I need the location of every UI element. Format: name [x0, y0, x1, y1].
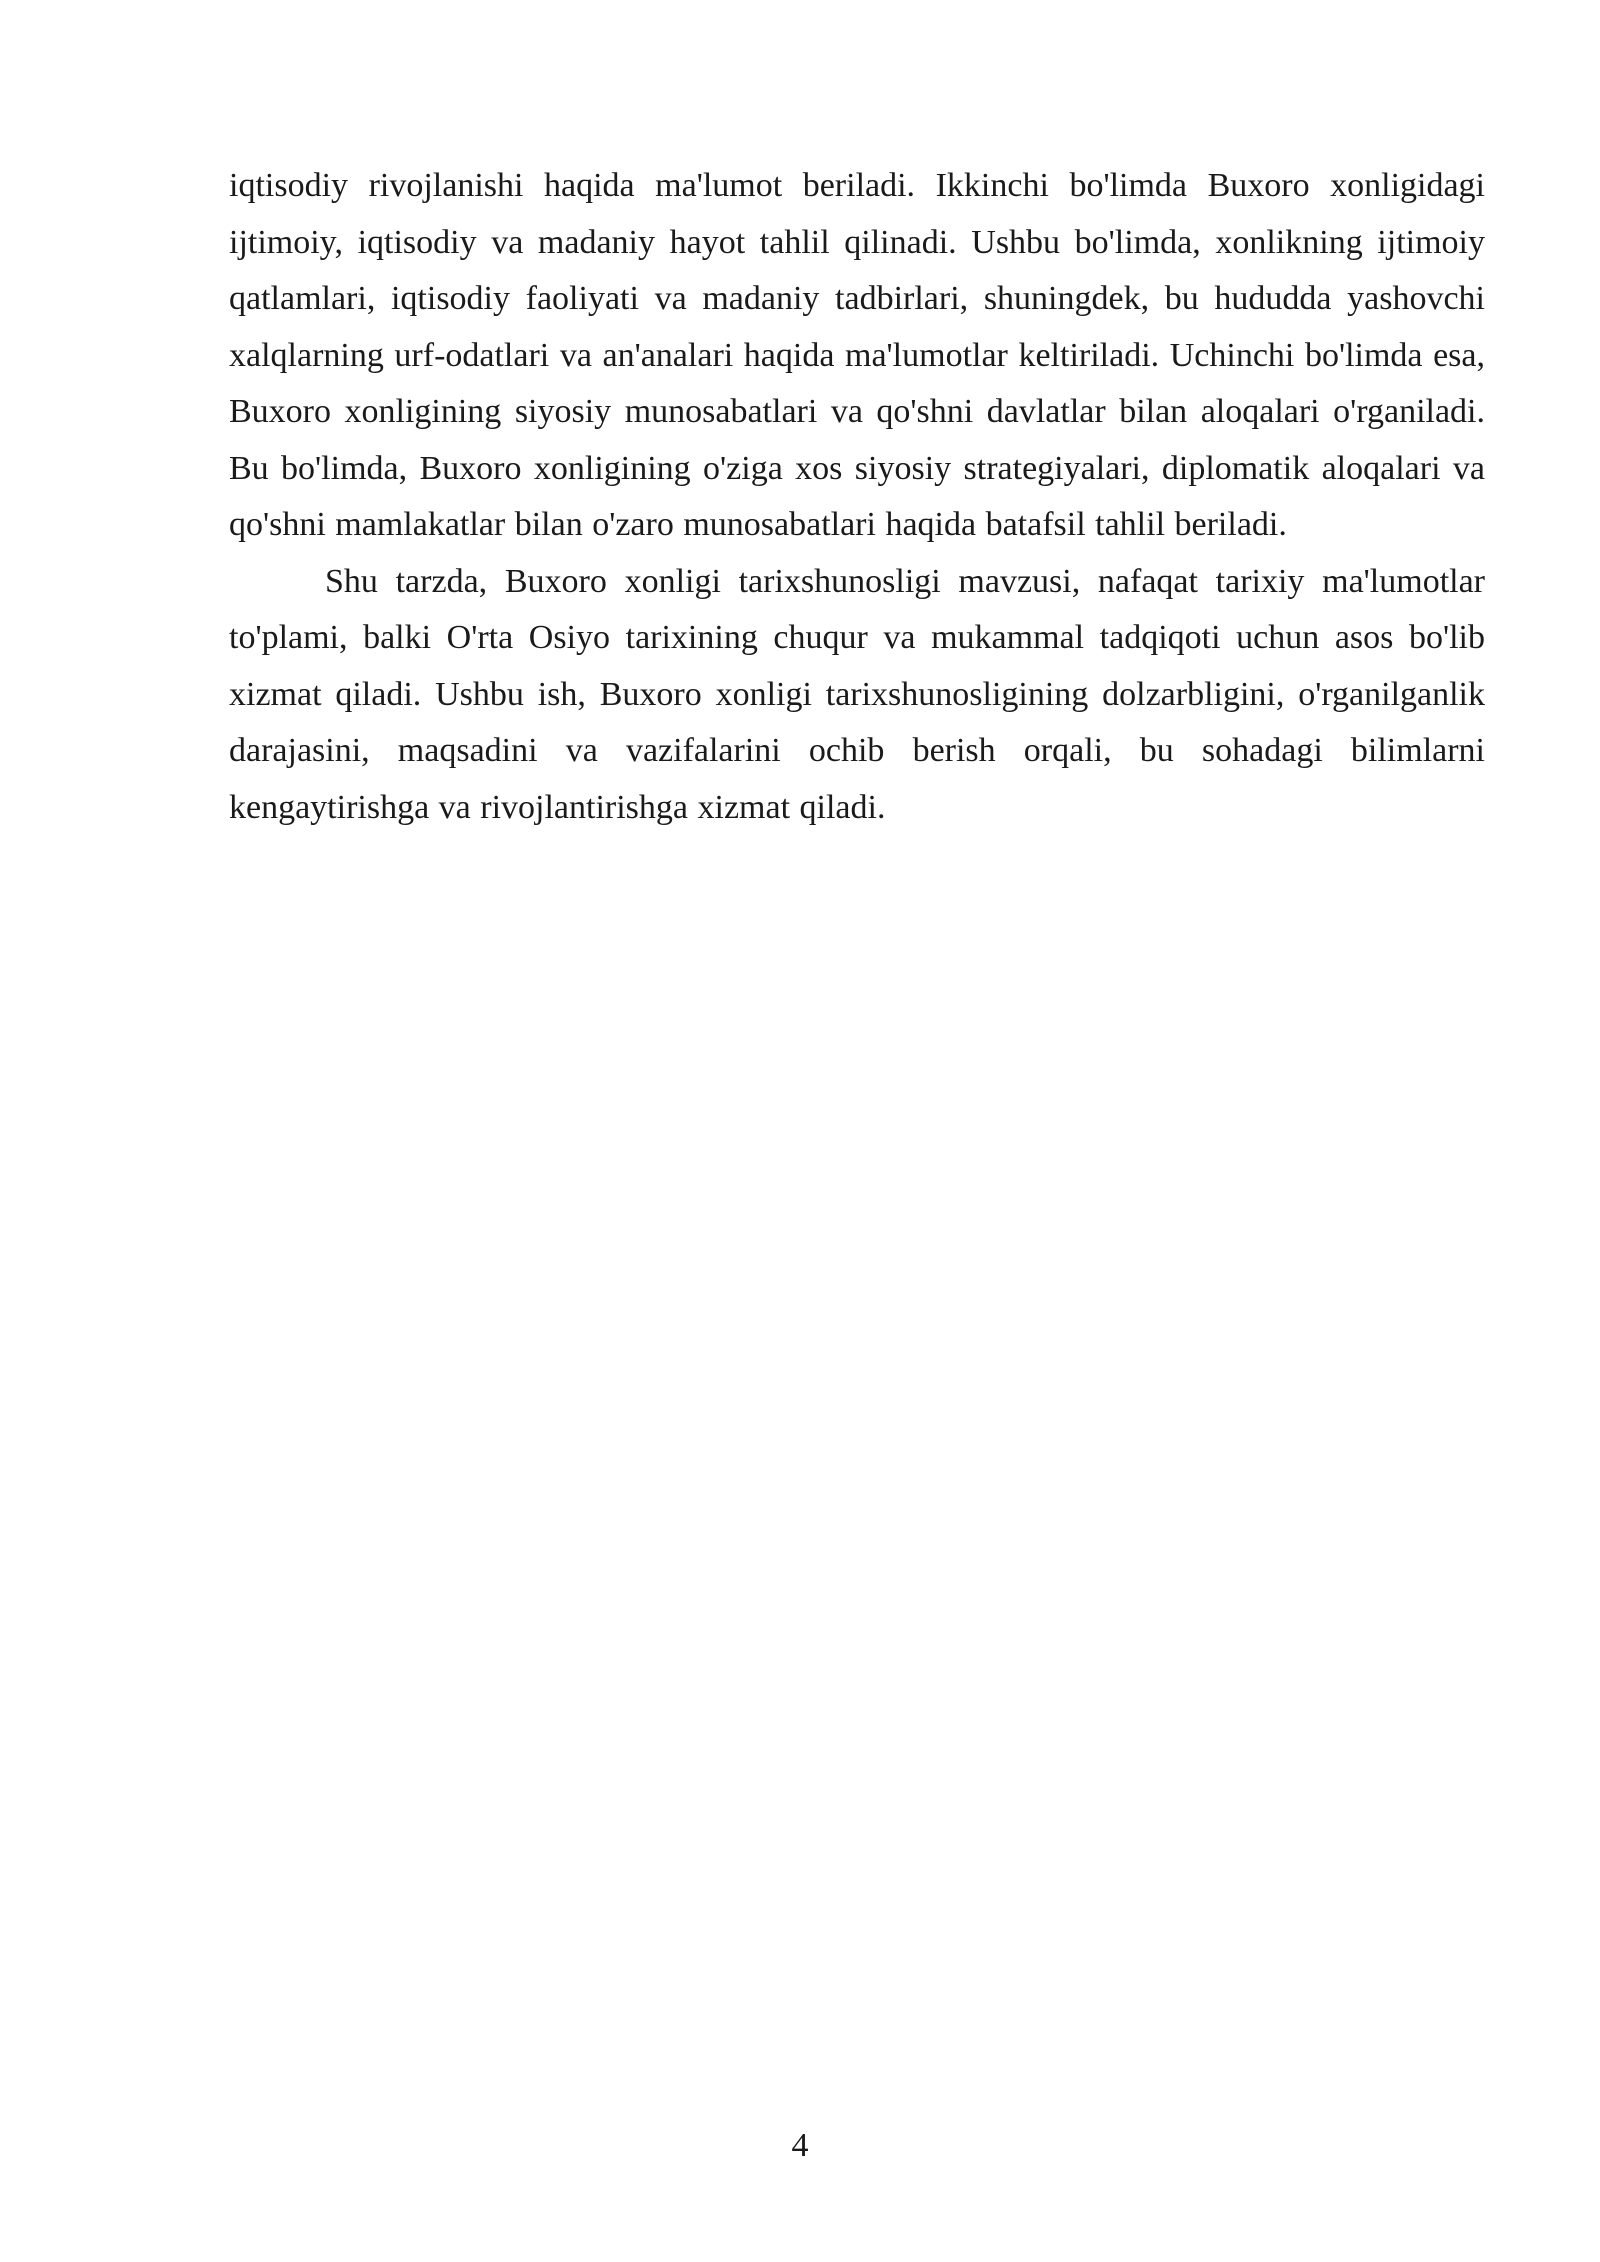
paragraph-continuation: iqtisodiy rivojlanishi haqida ma'lumot beriladi. Ikkinchi bo'limda Buxoro xonligidagi ijtimoiy, iqtisodiy va madaniy hayot tahlil qilinadi. Ushbu bo'limda, xonlikning ijtimoiy qatlamlari, iqtisodiy faoliyati va madaniy tadbirlari, shuningdek, bu hududda yashovchi xalqlarning urf-odatlari va an'analari haqida ma'lumotlar keltiriladi. Uchinchi bo'limda esa, Buxoro xonligining siyosiy munosabatlari va qo'shni davlatlar bilan aloqalari o'rganiladi. Bu bo'limda, Buxoro xonligining o'ziga xos siyosiy strategiyalari, diplomatik aloqalari va qo'shni mamlakatlar bilan o'zaro munosabatlari haqida batafsil tahlil beriladi.	[229, 167, 1485, 543]
page-number: 4	[791, 2127, 809, 2164]
body-text	[229, 158, 1485, 836]
paragraph-conclusion: Shu tarzda, Buxoro xonligi tarixshunosligi mavzusi, nafaqat tarixiy ma'lumotlar to'plami, balki O'rta Osiyo tarixining chuqur va mukammal tadqiqoti uchun asos bo'lib xizmat qiladi. Ushbu ish, Buxoro xonligi tarixshunosligining dolzarbligini, o'rganilganlik darajasini, maqsadini va vazifalarini ochib berish orqali, bu sohadagi bilimlarni kengaytirishga va rivojlantirishga xizmat qiladi.	[229, 562, 1485, 826]
